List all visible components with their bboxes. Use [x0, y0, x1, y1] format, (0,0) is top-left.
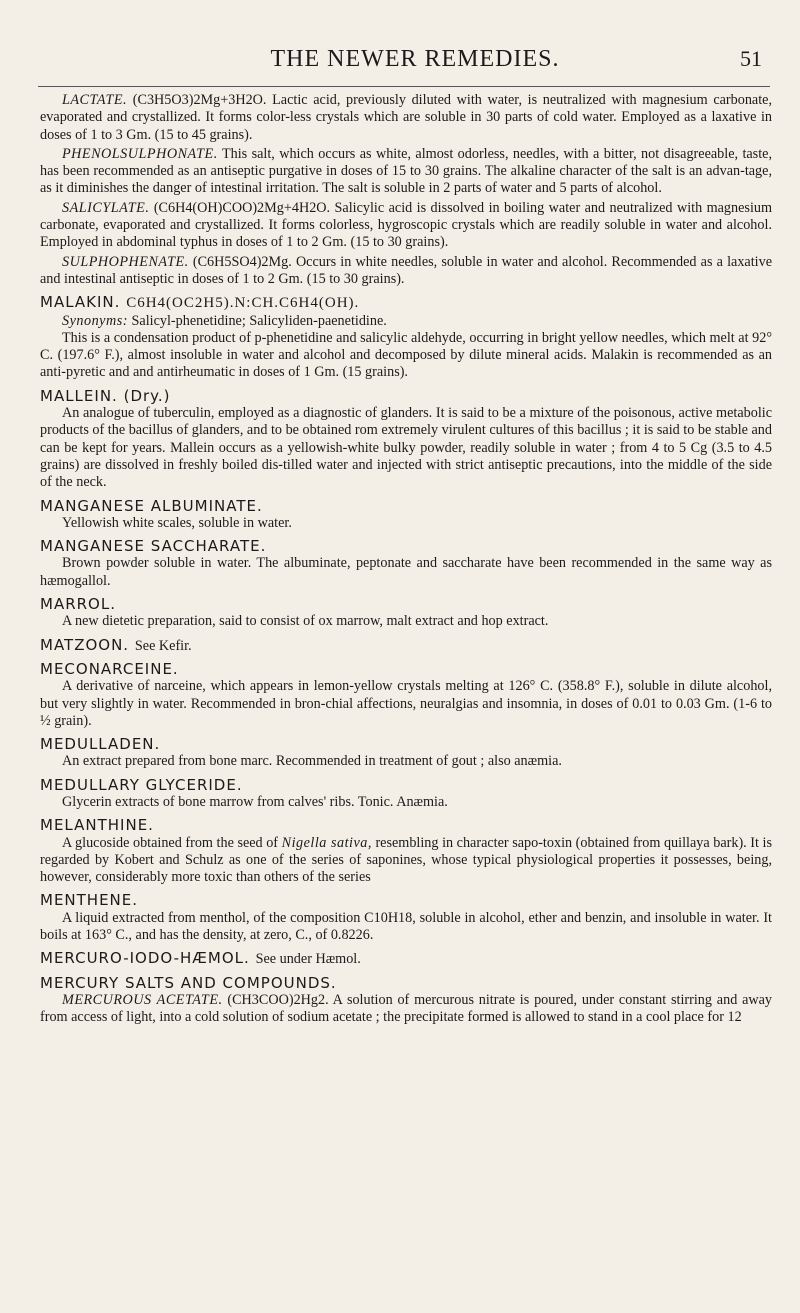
heading-manganese-saccharate: MANGANESE SACCHARATE. — [40, 537, 267, 556]
entry-title: SALICYLATE. — [62, 199, 150, 216]
entry-title: PHENOLSULPHONATE. — [62, 145, 218, 162]
entry-title: MERCURO-IODO-HÆMOL. — [40, 949, 250, 968]
entry-mallein: An analogue of tuberculin, employed as a diagnostic of glanders. It is said to be a mixture of the poisonous, active metabolic products of the bacillus of glanders, and to be obtained rom extremely virulent cultures of this bacillus ; it is said to be stable and can be kept for years. Mallein occurs as a yellowish-white bulky powder, readily soluble in water ; from 4 to 5 Cg (3.5 to 4.5 grains) are dissolved in freshly boiled dis-tilled water and injected with strict antiseptic precautions, into the middle of the side of the neck. — [40, 405, 772, 491]
entry-text: Occurs in white needles, soluble in water and alcohol. Recommended as a laxative and intestinal antiseptic in doses of 1 to 2 Gm. (15 to 30 grains). — [40, 253, 773, 287]
page-body — [40, 92, 772, 1027]
entry-text: resembling in character sapo-toxin (obtained from quillaya bark). It is regarded by Kobert and Schulz as one of the series of saponines, whose typical physiological properties it possesses, being, however, considerably more toxic than others of the series — [40, 834, 772, 886]
entry-meconarceine: A derivative of narceine, which appears in lemon-yellow crystals melting at 126° C. (358.8° F.), soluble in dilute alcohol, but very slightly in water. Recommended in bron-chial affections, neuralgias and insomnia, in doses of 0.01 to 0.03 Gm. (1-6 to ½ grain). — [40, 678, 772, 729]
chemical-formula: C6H4(OC2H5).N:CH.C6H4(OH). — [126, 295, 360, 312]
entry-manganese-saccharate: Brown powder soluble in water. The albuminate, peptonate and saccharate have been recommended in the same way as hæmogallol. — [40, 555, 772, 589]
chemical-formula: (C6H4(OH)COO)2Mg+4H2O. — [153, 199, 331, 216]
heading-mercury-salts: MERCURY SALTS AND COMPOUNDS. — [40, 973, 337, 992]
cross-reference: See Kefir. — [134, 637, 192, 654]
entry-medulladen: An extract prepared from bone marc. Recommended in treatment of gout ; also anæmia. — [62, 753, 562, 770]
entry-mercurous-acetate — [40, 992, 772, 1027]
heading-medullary-glyceride: MEDULLARY GLYCERIDE. — [40, 775, 243, 794]
heading-manganese-albuminate: MANGANESE ALBUMINATE. — [40, 496, 263, 515]
entry-menthene: A liquid extracted from menthol, of the composition C10H18, soluble in alcohol, ether and benzin, and insoluble in water. It boils at 163° C., and has the density, at zero, C., of 0.8226. — [40, 909, 772, 944]
entry-sulphophenate — [40, 254, 772, 289]
entry-title: MERCUROUS ACETATE. — [62, 991, 223, 1008]
chemical-formula: (CH3COO)2Hg2. — [227, 991, 329, 1008]
chemical-formula: (C3H5O3)2Mg+3H2O. — [132, 92, 267, 108]
heading-marrol: MARROL. — [40, 595, 116, 614]
entry-title: MALAKIN. — [40, 293, 121, 312]
entry-text: This salt, which occurs as white, almost odorless, needles, with a bitter, not disagreeable, taste, has been recommended as an antiseptic purgative in doses of 15 to 30 grains. The alkaline character of the salt is an advan-tage, as it diminishes the danger of intestinal irritation. The salt is soluble in 2 parts of water and 5 parts of alcohol. — [40, 145, 772, 197]
entry-text: Lactic acid, previously diluted with water, is neutralized with magnesium carbonate, evaporated and crystallized. It forms color-less crystals which are soluble in 30 parts of cold water. Employed as a laxative in doses of 1 to 3 Gm. (15 to 45 grains). — [40, 92, 773, 143]
heading-malakin — [40, 294, 772, 312]
entry-phenolsulphonate — [40, 146, 772, 198]
entry-manganese-albuminate: Yellowish white scales, soluble in water. — [62, 514, 292, 531]
heading-meconarceine: MECONARCEINE. — [40, 659, 179, 678]
entry-title: SULPHOPHENATE. — [62, 253, 189, 270]
entry-melanthine — [40, 835, 772, 887]
species-name: Nigella sativa, — [281, 834, 372, 851]
entry-lactate — [40, 92, 772, 144]
page-number: 51 — [740, 46, 762, 71]
entry-title: MALLEIN. — [40, 386, 118, 405]
entry-marrol: A new dietetic preparation, said to consist of ox marrow, malt extract and hop extract. — [62, 613, 549, 630]
entry-text: A glucoside obtained from the seed of — [62, 834, 282, 851]
heading-matzoon — [40, 637, 772, 655]
heading-menthene: MENTHENE. — [40, 891, 139, 910]
running-title: THE NEWER REMEDIES. — [270, 46, 560, 72]
entry-text: A solution of mercurous nitrate is poured, under constant stirring and away from access of light, into a cold solution of sodium acetate ; the precipitate formed is allowed to stand in a cool place for 12 — [40, 991, 773, 1026]
page-header — [60, 46, 770, 76]
entry-subtitle: (Dry.) — [123, 386, 171, 405]
synonyms-label: Synonyms: — [62, 312, 128, 329]
entry-text: Salicylic acid is dissolved in boiling water and neutralized with magnesium carbonate, evaporated and crystallized. It forms colorless, hygroscopic crystals which are readily soluble in water and alcohol. Employed in abdominal typhus in doses of 1 to 2 Gm. (15 to 30 grains). — [40, 199, 773, 251]
header-rule — [38, 86, 770, 87]
heading-melanthine: MELANTHINE. — [40, 816, 154, 835]
synonyms-text: Salicyl-phenetidine; Salicyliden-paenetidine. — [131, 312, 387, 329]
entry-salicylate — [40, 200, 772, 252]
heading-mercuro-iodo-haemol — [40, 950, 772, 968]
entry-synonyms — [40, 313, 772, 330]
entry-malakin: This is a condensation product of p-phenetidine and salicylic aldehyde, occurring in bright yellow needles, which melt at 92° C. (197.6° F.), almost insoluble in water and alcohol and decomposed by dilute mineral acids. Malakin is recommended as an anti-pyretic and and antirheumatic in doses of 1 Gm. (15 grains). — [40, 329, 772, 381]
heading-mallein — [40, 388, 772, 405]
cross-reference: See under Hæmol. — [255, 951, 361, 968]
chemical-formula: (C6H5SO4)2Mg. — [192, 253, 292, 270]
entry-title: LACTATE. — [62, 92, 128, 108]
heading-medulladen: MEDULLADEN. — [40, 735, 161, 754]
entry-title: MATZOON. — [40, 635, 130, 654]
entry-medullary-glyceride: Glycerin extracts of bone marrow from calves' ribs. Tonic. Anæmia. — [62, 793, 448, 810]
